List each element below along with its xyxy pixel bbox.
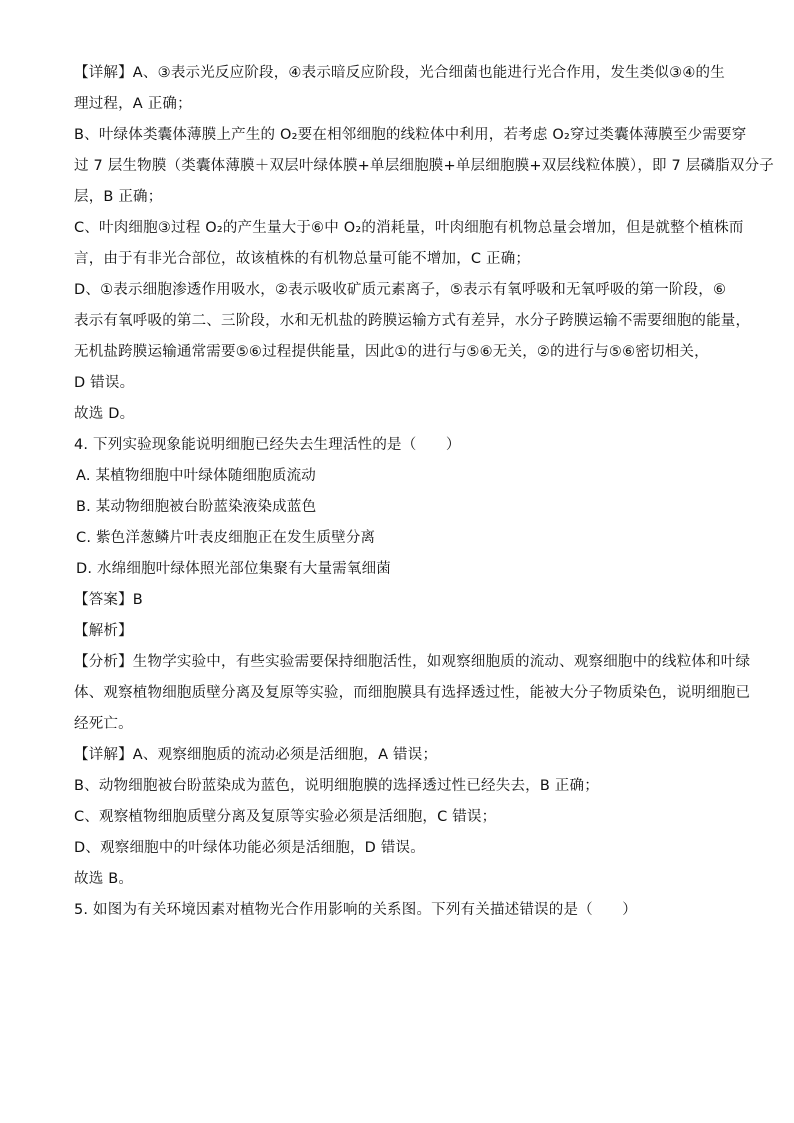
option-a: A. 某植物细胞中叶绿体随细胞质流动 [76, 468, 316, 484]
answer-label: 【答案】B [74, 592, 143, 608]
text-line: 故选 B。 [74, 871, 134, 887]
option-c: C. 紫色洋葱鳞片叶表皮细胞正在发生质壁分离 [76, 530, 376, 546]
text-line: 层，B 正确； [74, 189, 163, 205]
text-line: C、叶肉细胞③过程 O₂的产生量大于⑥中 O₂的消耗量，叶肉细胞有机物总量会增加，但是就整个植株而 [74, 220, 744, 236]
option-d: D. 水绵细胞叶绿体照光部位集聚有大量需氧细菌 [76, 561, 391, 577]
text-line: D、①表示细胞渗透作用吸水，②表示吸收矿质元素离子，⑤表示有氧呼吸和无氧呼吸的第一阶段，⑥ [74, 282, 727, 298]
question-5-stem: 5. 如图为有关环境因素对植物光合作用影响的关系图。下列有关描述错误的是（ ） [74, 902, 637, 918]
text-line: D 错误。 [74, 375, 135, 391]
text-line: 【详解】A、观察细胞质的流动必须是活细胞，A 错误； [74, 747, 438, 763]
text-line: 故选 D。 [74, 406, 135, 422]
text-line: C、观察植物细胞质壁分离及复原等实验必须是活细胞，C 错误； [74, 809, 497, 825]
text-line: 言，由于有非光合部位，故该植株的有机物总量可能不增加，C 正确； [74, 251, 531, 267]
text-line: 无机盐跨膜运输通常需要⑤⑥过程提供能量，因此①的进行与⑤⑥无关，②的进行与⑤⑥密切相关， [74, 344, 709, 360]
text-line: 理过程，A 正确； [74, 96, 192, 112]
text-line: 【分析】生物学实验中，有些实验需要保持细胞活性，如观察细胞质的流动、观察细胞中的线粒体和叶绿 [74, 654, 751, 670]
text-line: 表示有氧呼吸的第二、三阶段，水和无机盐的跨膜运输方式有差异，水分子跨膜运输不需要细胞的能量， [74, 313, 751, 329]
text-line: B、叶绿体类囊体薄膜上产生的 O₂要在相邻细胞的线粒体中利用，若考虑 O₂穿过类囊体薄膜至少需要穿 [74, 127, 747, 143]
text-line: B、动物细胞被台盼蓝染成为蓝色，说明细胞膜的选择透过性已经失去，B 正确； [74, 778, 599, 794]
option-b: B. 某动物细胞被台盼蓝染液染成蓝色 [76, 499, 317, 515]
text-line: 体、观察植物细胞质壁分离及复原等实验，而细胞膜具有选择透过性，能被大分子物质染色，说明细胞已 [74, 685, 751, 701]
document-page [74, 58, 774, 926]
text-line: D、观察细胞中的叶绿体功能必须是活细胞，D 错误。 [74, 840, 425, 856]
text-line: 【详解】A、③表示光反应阶段，④表示暗反应阶段，光合细菌也能进行光合作用，发生类似③④的生 [74, 65, 725, 81]
text-line: 过 7 层生物膜（类囊体薄膜＋双层叶绿体膜+单层细胞膜+单层细胞膜+双层线粒体膜），即 7 层磷脂双分子 [74, 158, 774, 174]
analysis-label: 【解析】 [74, 623, 133, 639]
question-4-stem: 4. 下列实验现象能说明细胞已经失去生理活性的是（ ） [74, 437, 461, 453]
text-line: 经死亡。 [74, 716, 133, 732]
